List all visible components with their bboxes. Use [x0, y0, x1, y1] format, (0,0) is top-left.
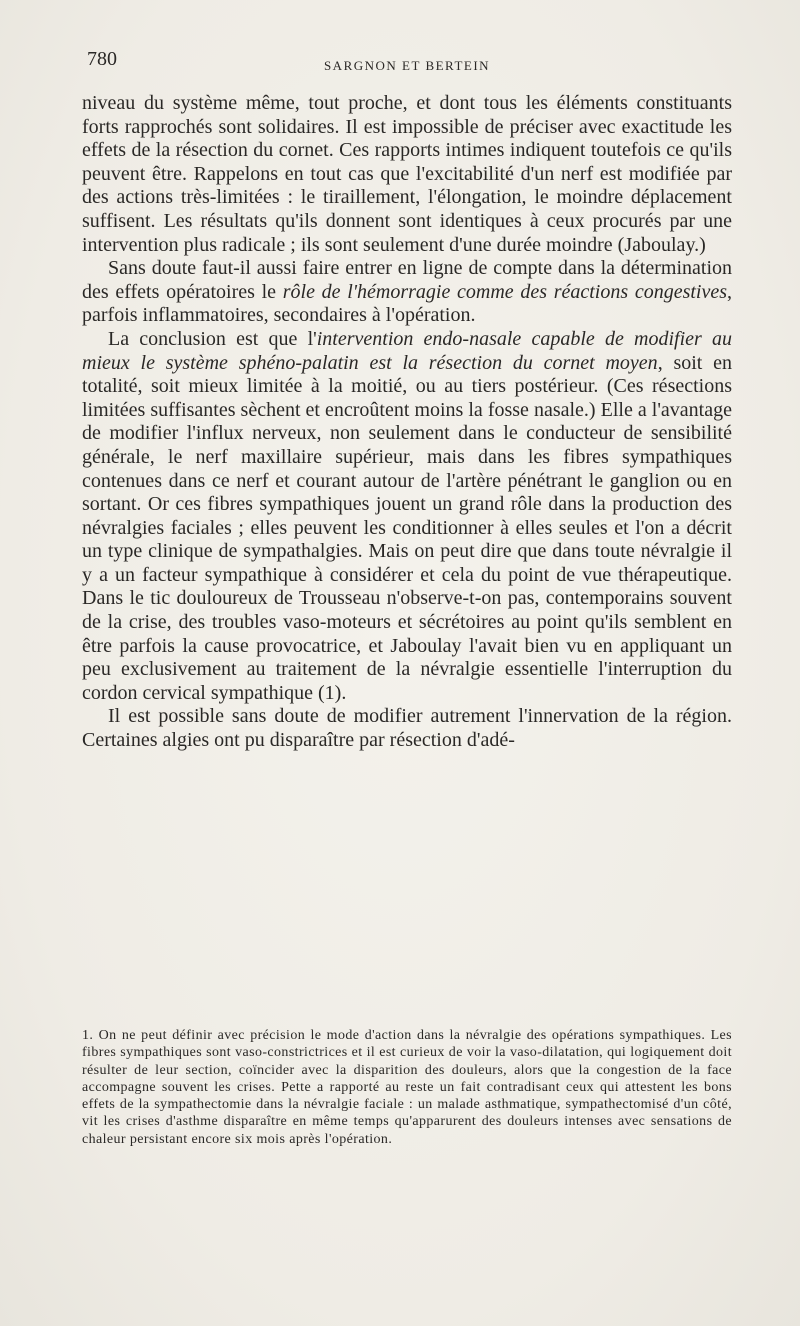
paragraph-2 [82, 257, 732, 328]
paragraph-4 [82, 705, 732, 752]
paragraph-2-text-a: Sans doute faut-il aussi faire entrer en ligne de compte dans la détermination des effets opératoires le [82, 257, 732, 303]
body-text [82, 92, 732, 753]
page-header [82, 48, 732, 82]
paragraph-3-italic: intervention endo-nasale capable de modifier au mieux le système sphéno-palatin est la résection du cornet moyen [82, 327, 733, 374]
paragraph-3 [82, 328, 732, 706]
paragraph-3-text-b: , soit en totalité, soit mieux limitée à la moitié, ou au tiers postérieur. (Ces résections limitées suffisantes sèchent et encroûtent moins la fosse nasale.) Elle a l'avantage de modifier l'influx nerveux, non seulement dans le conducteur de sensibilité générale, le nerf maxillaire supérieur, mais dans les fibres sympathiques contenues dans ce nerf et courant autour de l'artère pénétrant le ganglion ou en sortant. Or ces fibres sympathiques jouent un grand rôle dans la production des névralgies faciales ; elles peuvent les conditionner à elles seules et l'on a décrit un type clinique de sympathalgies. Mais on peut dire que dans toute névralgie il y a un facteur sympathique à considérer et cela du point de vue thérapeutique. Dans le tic douloureux de Trousseau n'observe-t-on pas, contemporains souvent de la crise, des troubles vaso-moteurs et sécrétoires au point qu'ils semblent en être parfois la cause provocatrice, et Jaboulay l'avait bien vu en appliquant un peu exclusivement au traitement de la névralgie essentielle l'interruption du cordon cervical sympathique (1). [82, 351, 733, 704]
paragraph-2-text-b: , parfois inflammatoires, secondaires à l'opération. [82, 280, 733, 327]
paragraph-1 [82, 92, 732, 257]
paragraph-2-italic: rôle de l'hémorragie comme des réactions congestives [282, 280, 728, 303]
paragraph-4-text: Il est possible sans doute de modifier autrement l'innervation de la région. Certaines algies ont pu disparaître par résection d'adé- [82, 705, 732, 752]
footnote: 1. On ne peut définir avec précision le mode d'action dans la névralgie des opérations sympathiques. Les fibres sympathiques sont vaso-constrictrices et il est curieux de voir la vaso-dilatation, qui logiquement doit résulter de leur section, coïncider avec la disparition des douleurs, alors que la congestion de la face accompagne souvent les crises. Pette a rapporté au reste un fait contradisant ceux qui attestent les bons effets de la sympathectomie dans la névralgie faciale : un malade asthmatique, sympathectomisé d'un côté, vit les crises d'asthme disparaître en même temps qu'apparurent des douleurs intenses avec sensations de chaleur persistant encore six mois après l'opération. [82, 1028, 732, 1147]
paragraph-1-text: niveau du système même, tout proche, et dont tous les éléments constituants forts rapprochés sont solidaires. Il est impossible de préciser avec exactitude les effets de la résection du cornet. Ces rapports intimes indiquent toutefois ce qu'ils peuvent être. Rappelons en tout cas que l'excitabilité d'un nerf est modifiée par des actions très-limitées : le tiraillement, l'élongation, le moindre déplacement suffisent. Les résultats qu'ils donnent sont identiques à ceux procurés par une intervention plus radicale ; ils sont seulement d'une durée moindre (Jaboulay.) [82, 92, 732, 256]
running-head: SARGNON ET BERTEIN [323, 58, 491, 73]
paragraph-3-text-a: La conclusion est que l' [108, 327, 317, 350]
page-number: 780 [87, 48, 117, 70]
